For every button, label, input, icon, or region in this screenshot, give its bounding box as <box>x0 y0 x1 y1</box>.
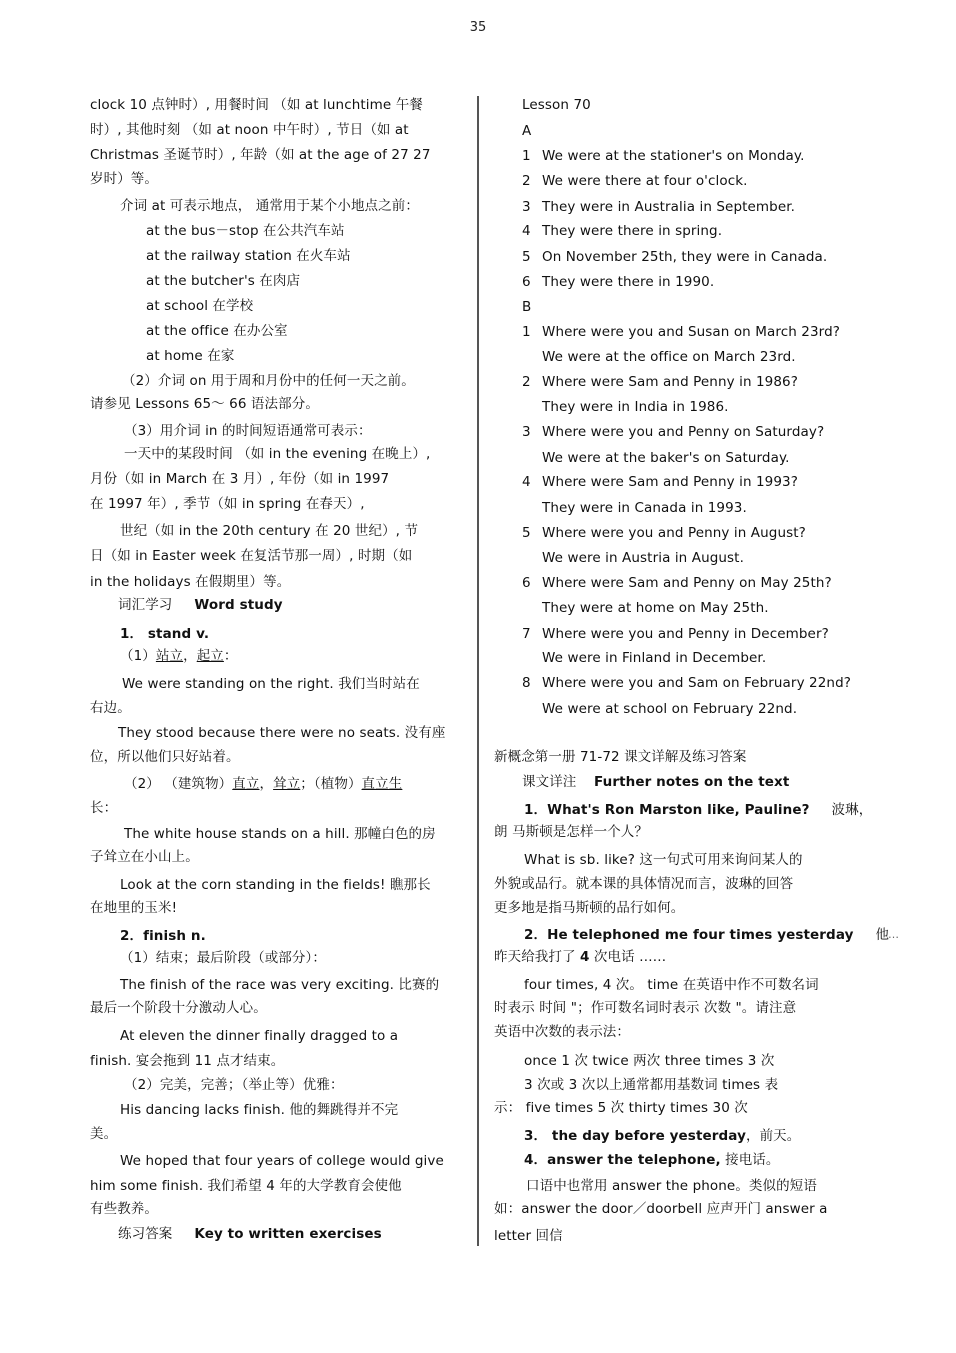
text-line: 一天中的某段时间 （如 in the evening 在晚上）, <box>124 446 431 462</box>
question-item <box>522 625 829 643</box>
answer-text: They were in India in 1986. <box>542 399 729 415</box>
entry-headword-stand: 1． stand v. <box>120 626 210 642</box>
sense-definition: （1）结束；最后阶段（或部分）： <box>120 950 326 966</box>
item-text: We were at the stationer's on Monday. <box>542 148 805 164</box>
item-number: 4 <box>522 223 531 239</box>
example-sentence: The white house stands on a hill. 那幢白色的房 <box>124 826 436 842</box>
text-line: in the holidays 在假期里）等。 <box>90 574 291 590</box>
note-cn: 波琳， <box>831 802 873 818</box>
question-item <box>522 373 798 391</box>
text-line: 在 1997 年）, 季节（如 in spring 在春天）, <box>90 496 365 512</box>
heading-cn: 练习答案 <box>118 1226 173 1242</box>
note-body: 更多地是指马斯顿的品行如何。 <box>494 900 685 916</box>
example-sentence: At eleven the dinner finally dragged to a <box>120 1028 399 1044</box>
note-body: 口语中也常用 answer the phone。类似的短语 <box>526 1178 817 1194</box>
further-notes-heading <box>522 773 789 791</box>
heading-en: Further notes on the text <box>593 774 790 790</box>
note-body: 如：answer the door／doorbell 应声开门 answer a <box>494 1201 828 1217</box>
answer-item <box>522 172 748 190</box>
note-cn: 他 <box>875 927 890 943</box>
sense-definition <box>120 647 238 665</box>
question-text: Where were you and Sam on February 22nd? <box>542 675 852 691</box>
item-number: 2 <box>522 374 531 390</box>
lesson-title: Lesson 70 <box>522 97 591 113</box>
note-example: 示： five times 5 次 thirty times 30 次 <box>494 1100 748 1116</box>
separator: ， <box>183 648 197 664</box>
example-sentence: 在地里的玉米! <box>90 900 178 916</box>
example-phrase: at the railway station 在火车站 <box>146 248 351 264</box>
sense-text: 站立 <box>155 648 184 664</box>
text-line: 日（如 in Easter week 在复活节那一周）, 时期（如 <box>90 548 413 564</box>
question-text: Where were you and Penny in December? <box>542 626 829 642</box>
answer-item <box>522 147 804 165</box>
page-number: 35 <box>469 20 487 35</box>
heading-cn: 词汇学习 <box>118 597 173 613</box>
example-phrase: at school 在学校 <box>146 298 254 314</box>
answer-text: We were in Finland in December. <box>542 650 767 666</box>
example-phrase: at the office 在办公室 <box>146 323 288 339</box>
text-line: 介词 at 可表示地点， 通常用于某个小地点之前： <box>120 198 419 214</box>
question-item <box>522 423 824 441</box>
item-text: We were there at four o'clock. <box>542 173 748 189</box>
example-sentence: They stood because there were no seats. 没有座 <box>118 725 446 741</box>
question-text: Where were Sam and Penny in 1993? <box>542 474 799 490</box>
sense-definition <box>124 775 402 793</box>
item-text: They were there in spring. <box>542 223 723 239</box>
text-line: （3）用介词 in 的时间短语通常可表示： <box>124 423 372 439</box>
question-text: Where were Sam and Penny in 1986? <box>542 374 799 390</box>
answer-text: We were at the office on March 23rd. <box>542 349 796 365</box>
example-sentence: 美。 <box>90 1126 118 1142</box>
question-item <box>522 574 832 592</box>
separator: ；（植物） <box>300 776 362 792</box>
text-line: clock 10 点钟时）, 用餐时间 （如 at lunchtime 午餐 <box>90 97 423 113</box>
section-title: 新概念第一册 71-72 课文详解及练习答案 <box>494 749 747 765</box>
example-sentence: We hoped that four years of college would give <box>120 1153 444 1169</box>
note-body: letter 回信 <box>494 1228 563 1244</box>
item-number: 1 <box>522 148 531 164</box>
note-bold: 2．He telephoned me four times yesterday <box>524 927 854 943</box>
note-body: 时表示 时间 "；作可数名词时表示 次数 "。请注意 <box>494 1000 797 1016</box>
word-study-heading <box>118 596 283 614</box>
question-item <box>522 674 851 692</box>
note-4 <box>524 1151 780 1169</box>
key-heading <box>118 1225 382 1243</box>
example-phrase: at the bus－stop 在公共汽车站 <box>146 223 345 239</box>
note-3 <box>524 1127 800 1145</box>
heading-cn: 课文详注 <box>522 774 577 790</box>
text-line: Christmas 圣诞节时）, 年龄（如 at the age of 27 27 <box>90 147 431 163</box>
answer-text: We were in Austria in August. <box>542 550 744 566</box>
example-phrase: at the butcher's 在肉店 <box>146 273 301 289</box>
example-sentence: finish. 宴会拖到 11 点才结束。 <box>90 1053 285 1069</box>
example-sentence: 有些教养。 <box>90 1201 158 1217</box>
section-label-b: B <box>522 299 532 315</box>
answer-item <box>522 222 722 240</box>
text-line: 月份（如 in March 在 3 月）, 年份（如 in 1997 <box>90 471 390 487</box>
text-line: （2）介词 on 用于周和月份中的任何一天之前。 <box>122 373 415 389</box>
text-line: 时）, 其他时刻 （如 at noon 中午时）, 节日（如 at <box>90 122 409 138</box>
separator: ， <box>259 776 274 792</box>
note-1-title <box>524 801 872 819</box>
sense-text: 直立 <box>232 776 260 792</box>
question-text: Where were you and Penny in August? <box>542 525 806 541</box>
item-text: On November 25th, they were in Canada. <box>542 249 828 265</box>
note-cn <box>494 948 666 966</box>
item-number: 5 <box>522 525 531 541</box>
sense-label: （1） <box>120 648 156 664</box>
example-sentence: 右边。 <box>90 700 131 716</box>
note-body: What is sb. like? 这一句式可用来询问某人的 <box>524 852 803 868</box>
question-text: Where were Sam and Penny on May 25th? <box>542 575 832 591</box>
text-line: 岁时）等。 <box>90 171 158 187</box>
text-line: 请参见 Lessons 65～ 66 语法部分。 <box>90 396 319 412</box>
answer-text: They were in Canada in 1993. <box>542 500 747 516</box>
note-cn: 接电话。 <box>720 1152 780 1168</box>
note-bold: 3． the day before yesterday <box>524 1128 746 1144</box>
note-cn-text: 次电话 …… <box>589 949 667 965</box>
item-number: 5 <box>522 249 531 265</box>
item-number: 8 <box>522 675 531 691</box>
sense-text: 起立 <box>196 648 224 664</box>
item-number: 7 <box>522 626 531 642</box>
ellipsis-mark: … <box>888 928 899 941</box>
item-number: 1 <box>522 324 531 340</box>
answer-item <box>522 248 827 266</box>
note-2-title <box>524 926 889 944</box>
item-text: They were there in 1990. <box>542 274 715 290</box>
example-sentence: The finish of the race was very exciting. 比赛的 <box>120 977 440 993</box>
item-number: 3 <box>522 424 531 440</box>
answer-text: We were at the baker's on Saturday. <box>542 450 790 466</box>
sense-label: （2） （建筑物） <box>124 776 233 792</box>
sense-continuation: 长： <box>90 800 118 816</box>
heading-en: Key to written exercises <box>194 1226 382 1242</box>
text-line: 世纪（如 in the 20th century 在 20 世纪）, 节 <box>120 523 419 539</box>
question-item <box>522 323 840 341</box>
question-item <box>522 473 798 491</box>
answer-item <box>522 273 714 291</box>
example-sentence: Look at the corn standing in the fields! 瞧那长 <box>120 877 431 893</box>
example-sentence: 位，所以他们只好站着。 <box>90 749 240 765</box>
heading-en: Word study <box>194 597 283 613</box>
question-text: Where were you and Susan on March 23rd? <box>542 324 840 340</box>
note-body: four times, 4 次。 time 在英语中作不可数名词 <box>524 977 819 993</box>
item-text: They were in Australia in September. <box>542 199 796 215</box>
item-number: 2 <box>522 173 531 189</box>
note-body: 英语中次数的表示法： <box>494 1024 630 1040</box>
example-phrase: at home 在家 <box>146 348 235 364</box>
answer-item <box>522 198 795 216</box>
separator: ： <box>223 648 238 664</box>
note-cn-text: 昨天给我打了 <box>494 949 580 965</box>
section-label-a: A <box>522 123 532 139</box>
example-sentence: We were standing on the right. 我们当时站在 <box>122 676 420 692</box>
note-example: 3 次或 3 次以上通常都用基数词 times 表 <box>524 1077 779 1093</box>
sense-text: 直立生 <box>361 776 403 792</box>
example-sentence: him some finish. 我们希望 4 年的大学教育会使他 <box>90 1178 402 1194</box>
example-sentence: 子耸立在小山上。 <box>90 849 199 865</box>
question-text: Where were you and Penny on Saturday? <box>542 424 825 440</box>
note-cn: ，前天。 <box>745 1128 801 1144</box>
example-sentence: His dancing lacks finish. 他的舞跳得并不完 <box>120 1102 399 1118</box>
note-bold: 1．What's Ron Marston like, Pauline? <box>524 802 810 818</box>
note-cn-number: 4 <box>580 949 590 965</box>
item-number: 6 <box>522 575 531 591</box>
question-item <box>522 524 806 542</box>
note-cn: 朗 马斯顿是怎样一个人？ <box>494 824 648 840</box>
example-sentence: 最后一个阶段十分激动人心。 <box>90 1000 267 1016</box>
item-number: 4 <box>522 474 531 490</box>
entry-headword-finish: 2．finish n. <box>120 928 206 944</box>
sense-text: 耸立 <box>273 776 301 792</box>
sense-definition: （2）完美，完善；（举止等）优雅： <box>124 1077 344 1093</box>
note-body: 外貌或品行。就本课的具体情况而言，波琳的回答 <box>494 876 794 892</box>
answer-text: We were at school on February 22nd. <box>542 701 798 717</box>
answer-text: They were at home on May 25th. <box>542 600 769 616</box>
note-example: once 1 次 twice 两次 three times 3 次 <box>524 1053 775 1069</box>
note-bold: 4．answer the telephone, <box>524 1152 721 1168</box>
item-number: 6 <box>522 274 531 290</box>
item-number: 3 <box>522 199 531 215</box>
column-divider <box>477 96 479 1246</box>
